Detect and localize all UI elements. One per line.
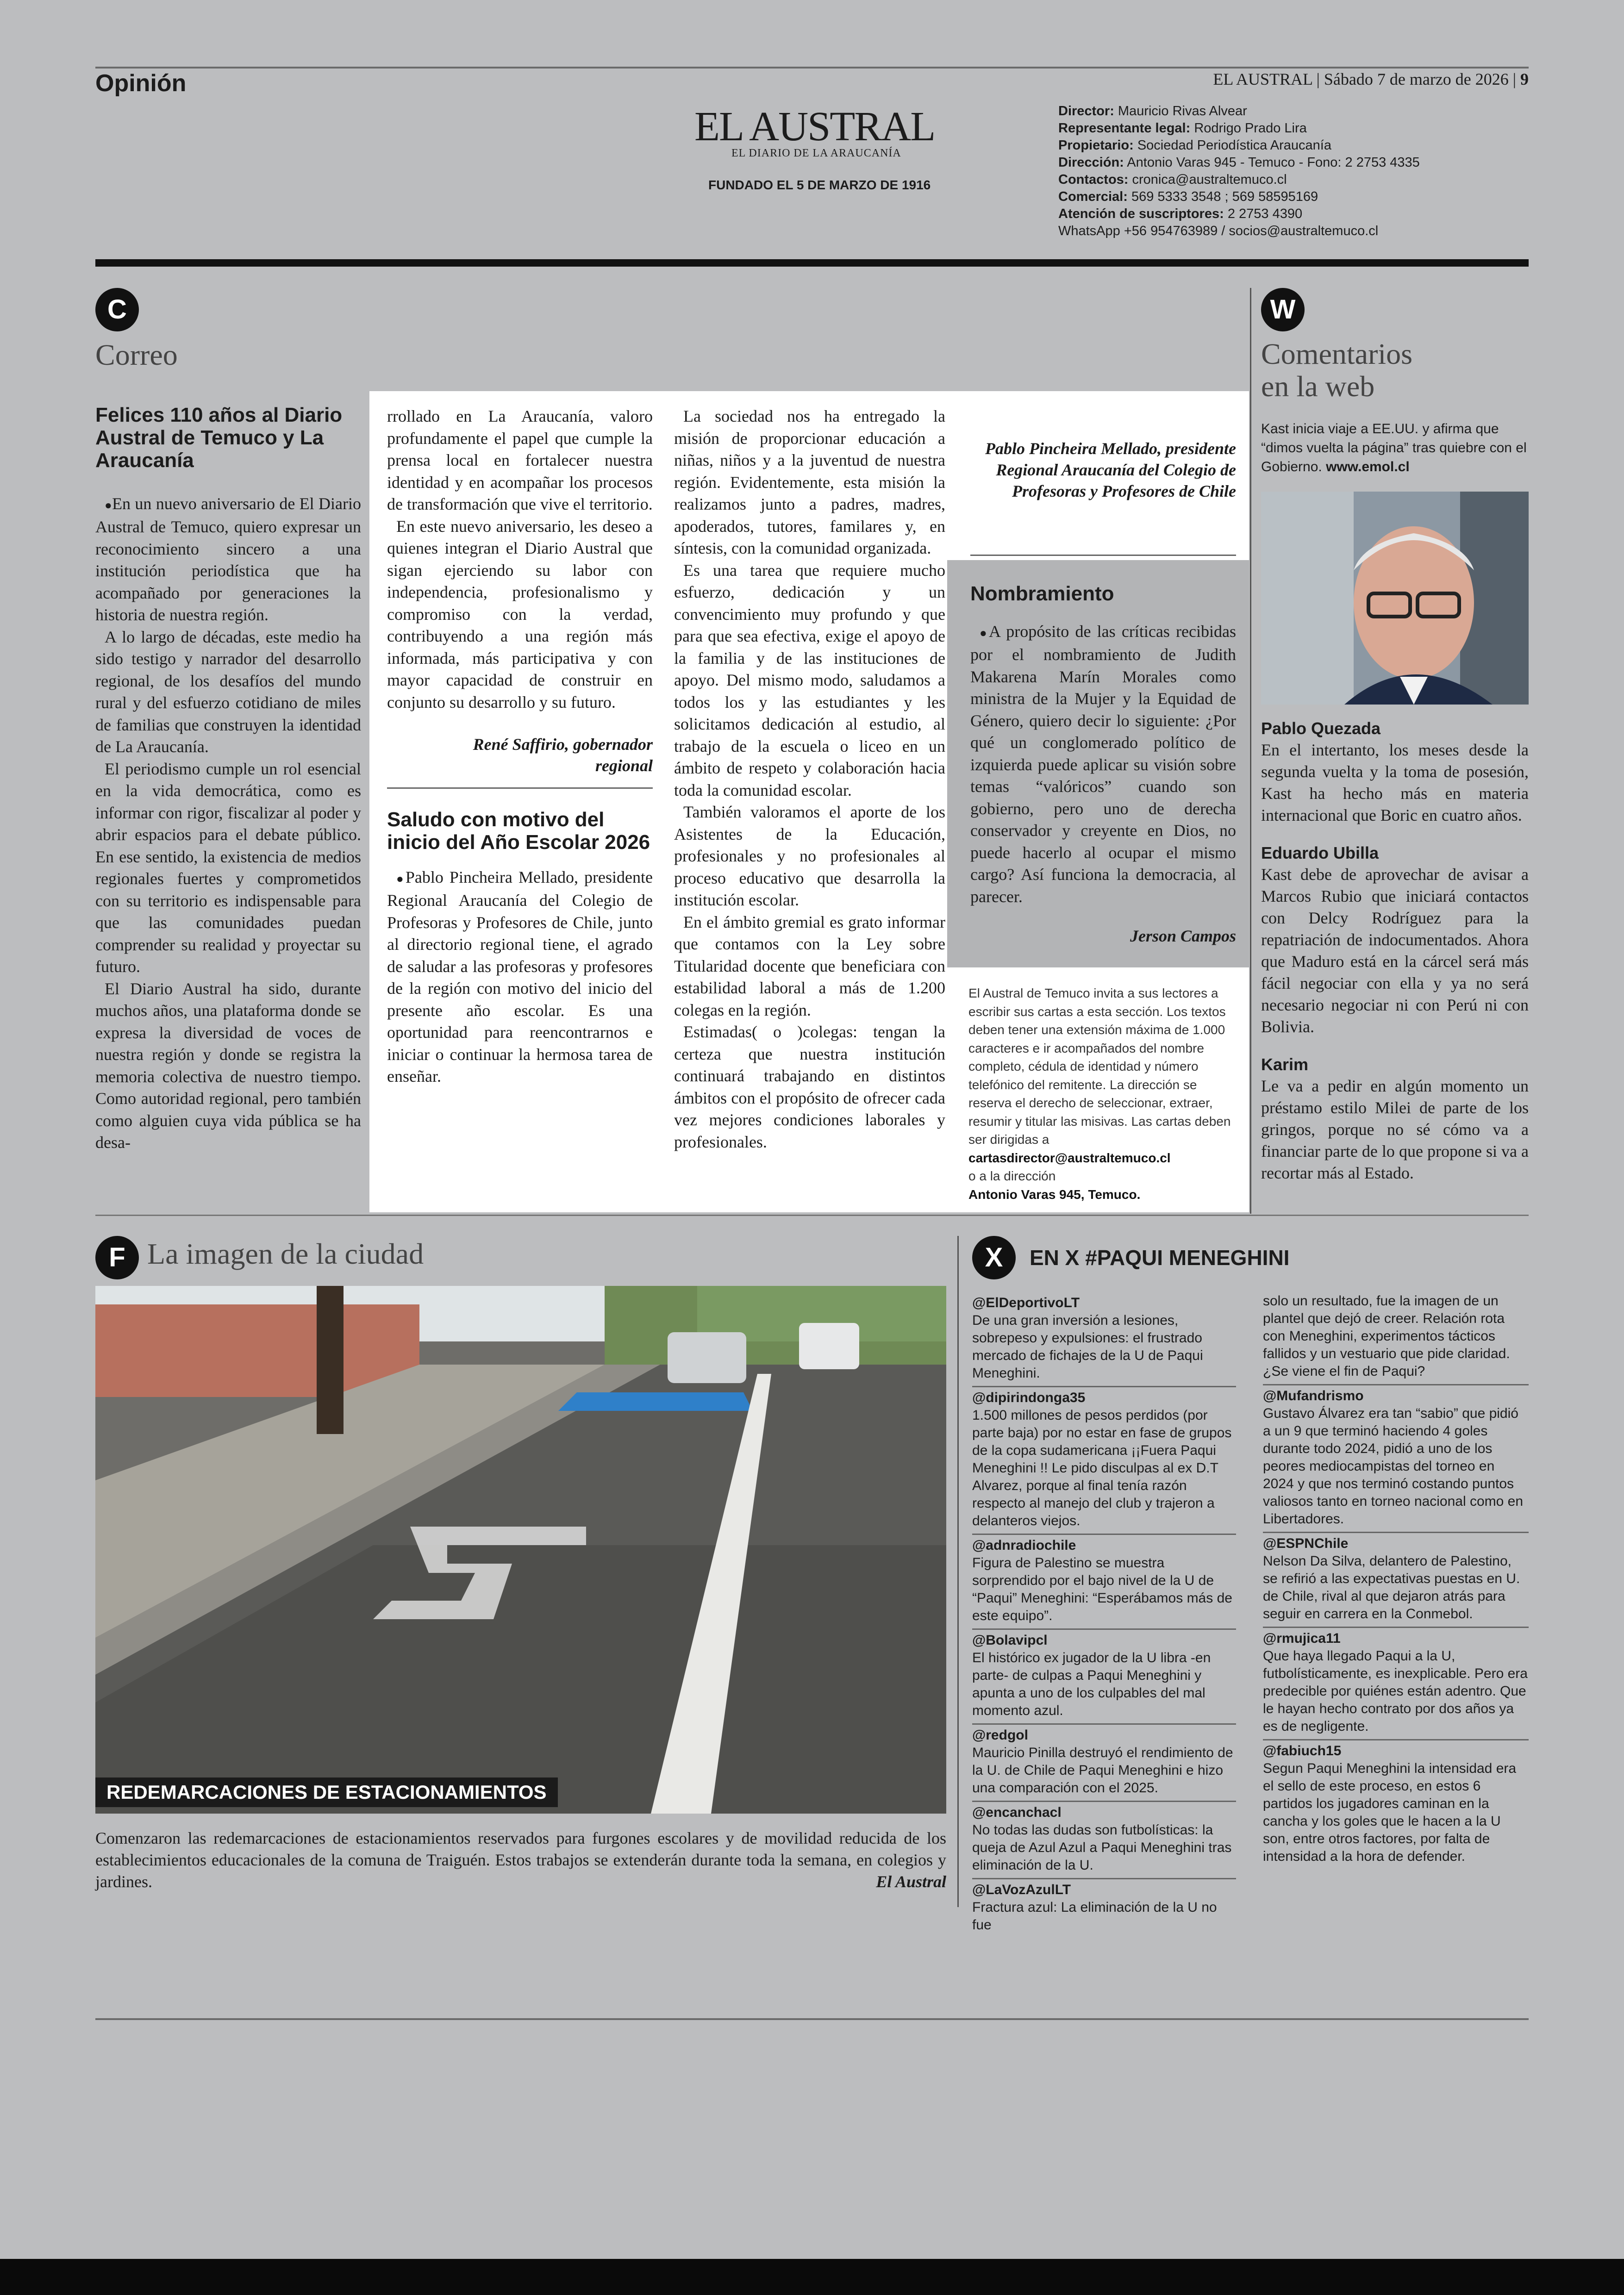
letter-2-p3: Es una tarea que requiere mucho esfuerzo, dedicación y un convencimiento muy profundo y que para que sea efectiva, exige el apoyo de la familia y de las instituciones de apoyo. Del mismo modo, saludamos a todos los y las estudiantes y les solicitamos dedicación al estudio, al trabajo de la escuela o liceo en un ámbito de respeto y colaboración hacia toda la comunidad escolar.	[674, 561, 945, 799]
logo-subtitle: EL DIARIO DE LA ARAUCANÍA	[731, 147, 901, 159]
post-text: 1.500 millones de pesos perdidos (por parte baja) por no estar en fase de grupos de la copa sudamericana ¡¡Fuera Paqui Meneghini !! Le pido disculpas al ex D.T Alvarez, porque al final tenía razón respecto al manejo del club y trajeron a delanteros viejos.	[972, 1408, 1232, 1528]
credit-line: Propietario: Sociedad Periodística Araucanía	[1058, 138, 1331, 153]
page-meta: EL AUSTRAL | Sábado 7 de marzo de 2026 | 9	[1213, 70, 1529, 88]
imagen-title: La imagen de la ciudad	[147, 1237, 424, 1270]
letter-col-d	[970, 405, 1236, 502]
comment-text: Kast debe de aprovechar de avisar a Marcos Rubio que iniciará contactos con Delcy Rodríguez para la repatriación de indocumentados. Ahora que Maduro está en la cárcel será más fácil negociar con ella y ya no será necesario negociar ni con Perú ni con Bolivia.	[1261, 865, 1529, 1036]
credit-line: Comercial: 569 5333 3548 ; 569 58595169	[1058, 189, 1318, 204]
section-divider	[95, 1215, 1529, 1216]
post-text: Figura de Palestino se muestra sorprendido por el bajo nivel de la U de “Paqui” Meneghini: “Esperábamos más de este equipo”.	[972, 1555, 1232, 1623]
letter-2-p1: Pablo Pincheira Mellado, presidente Regional Araucanía del Colegio de Profesoras y Profesores de Chile, junto al directorio regional tiene, el agrado de saludar a las profesoras y profesores de la región con motivo del inicio del presente año escolar. Es una oportunidad para reencontrarnos e iniciar o continuar la hermosa tarea de enseñar.	[387, 868, 653, 1086]
post-text: No todas las dudas son futbolísticas: la queja de Azul Azul a Paqui Meneghini tras eliminación de la U.	[972, 1822, 1232, 1873]
portrait-illustration	[1261, 492, 1529, 705]
portrait-photo	[1261, 492, 1529, 705]
credit-line: Contactos: cronica@australtemuco.cl	[1058, 172, 1287, 187]
letters-notice	[968, 984, 1237, 1204]
letter-1-p5: rrollado en La Araucanía, valoro profundamente el papel que cumple la prensa local en fortalecer nuestra identidad y en acompañar los procesos de transformación que vive el territorio.	[387, 407, 653, 513]
date-label: Sábado 7 de marzo de 2026	[1324, 70, 1509, 88]
credit-line: WhatsApp +56 954763989 / socios@australtemuco.cl	[1058, 224, 1379, 238]
letter-3-signature: Jerson Campos	[1130, 927, 1236, 946]
post-handle[interactable]: @ESPNChile	[1263, 1536, 1349, 1551]
post	[972, 1628, 1236, 1720]
letter-2-p6: Estimadas( o )colegas: tengan la certeza que nuestra institución continuará trabajando en distintos ámbitos con el propósito de ofrecer cada vez mejores condiciones laborales y profesionales.	[674, 1023, 945, 1151]
post-continuation: solo un resultado, fue la imagen de un plantel que dejó de creer. Relación rota con Meneghini, experimentos tácticos fallidos y un vestuario que pide claridad. ¿Se viene el fin de Paqui?	[1263, 1293, 1510, 1379]
letter-1-p4: El Diario Austral ha sido, durante muchos años, una plataforma donde se expresa la diversidad de voces de nuestra región y donde se registra la memoria colectiva de nuestro tiempo. Como autoridad regional, pero también como alguien cuya vida pública se ha desa-	[95, 979, 361, 1152]
x-badge: X	[972, 1236, 1016, 1279]
post-handle[interactable]: @ElDeportivoLT	[972, 1295, 1080, 1310]
post-text: Fractura azul: La eliminación de la U no fue	[972, 1900, 1217, 1933]
commenter-name: Eduardo Ubilla	[1261, 843, 1379, 862]
letter-3-p1: A propósito de las críticas recibidas por el nombramiento de Judith Makarena Marín Morales como ministra de la Mujer y la Equidad de Género, quiero decir lo siguiente: ¿Por qué un conglomerado político de izquierda puede aplicar su visión sobre temas “valóricos” cuando son gobierno, pero uno de derecha conservador y creyente en Dios, no puede hacerlo al ocupar el mismo cargo? Así funciona la democracia, al parecer.	[970, 622, 1236, 906]
column-divider	[957, 1236, 959, 1907]
x-title: EN X #PAQUI MENEGHINI	[1030, 1246, 1290, 1270]
letter-1-col-a	[95, 404, 361, 1154]
post	[972, 1386, 1236, 1530]
letter-1-headline: Felices 110 años al Diario Austral de Temuco y La Araucanía	[95, 404, 343, 472]
letter-col-b	[387, 405, 653, 1088]
photo-label: REDEMARCACIONES DE ESTACIONAMIENTOS	[95, 1777, 558, 1807]
web-comment	[1261, 717, 1529, 826]
bottom-rule	[95, 2018, 1529, 2020]
divider	[970, 555, 1236, 556]
correo-badge: C	[95, 288, 139, 331]
web-intro: Kast inicia viaje a EE.UU. y afirma que “dimos vuelta la página” tras quiebre con el Gobierno. www.emol.cl	[1261, 421, 1527, 474]
post	[1263, 1739, 1529, 1865]
post-handle[interactable]: @dipirindonga35	[972, 1390, 1086, 1405]
street-photo	[95, 1286, 946, 1814]
post-text: Gustavo Álvarez era tan “sabio” que pidió a un 9 que terminó haciendo 4 goles durante todo 2024, pidió a uno de los peores mediocampistas del torneo en 2024 y que nos terminó costando puntos valiosos tanto en torneo nacional como en Libertadores.	[1263, 1406, 1524, 1527]
letter-2-headline: Saludo con motivo del inicio del Año Escolar 2026	[387, 808, 650, 854]
letter-1-p3: El periodismo cumple un rol esencial en la vida democrática, como es informar con rigor, fiscalizar al poder y abrir espacios para el debate público. En ese sentido, la existencia de medios regionales fuertes y comprometidos con su territorio es indispensable para que las comunidades puedan comprender su realidad y proyectar su futuro.	[95, 759, 361, 976]
logo: EL AUSTRAL	[694, 104, 935, 150]
letter-3	[970, 582, 1236, 947]
web-badge: W	[1261, 288, 1305, 331]
post-text: Mauricio Pinilla destruyó el rendimiento de la U. de Chile de Paqui Meneghini e hizo una comparación con el 2025.	[972, 1745, 1233, 1796]
header-divider	[95, 259, 1529, 267]
post-handle[interactable]: @encanchacl	[972, 1805, 1062, 1820]
post	[972, 1878, 1236, 1934]
credit-line: Atención de suscriptores: 2 2753 4390	[1058, 206, 1303, 221]
post	[1263, 1627, 1529, 1735]
photo-credit: El Austral	[876, 1872, 946, 1891]
post-handle[interactable]: @fabiuch15	[1263, 1743, 1342, 1759]
post-text: De una gran inversión a lesiones, sobrepeso y expulsiones: el frustrado mercado de fichajes de la U de Paqui Meneghini.	[972, 1313, 1203, 1381]
post-handle[interactable]: @Mufandrismo	[1263, 1388, 1364, 1403]
commenter-name: Pablo Quezada	[1261, 719, 1381, 738]
post-text: Segun Paqui Meneghini la intensidad era el sello de este proceso, en estos 6 partidos los jugadores caminan en la cancha y los goles que le hacen a la U son, entre otros factores, por falta de intensidad a la hora de defender.	[1263, 1761, 1517, 1864]
section-name: Opinión	[95, 70, 187, 97]
post-text: El histórico ex jugador de la U libra -en parte- de culpas a Paqui Meneghini y apunta a uno de los culpables del mal momento azul.	[972, 1650, 1211, 1718]
web-comment	[1261, 1054, 1529, 1184]
photo-caption: Comenzaron las redemarcaciones de estacionamientos reservados para furgones escolares y de movilidad reducida de los establecimientos educacionales de la comuna de Traiguén. Estos trabajos se extenderán durante toda la semana, en colegios y jardines. El Austral	[95, 1827, 946, 1893]
commenter-name: Karim	[1261, 1055, 1309, 1074]
letter-1-signature: René Saffirio, gobernador regional	[473, 735, 653, 775]
imagen-badge: F	[95, 1236, 139, 1279]
post	[972, 1292, 1236, 1382]
post-handle[interactable]: @adnradiochile	[972, 1538, 1076, 1553]
letter-1-p1: En un nuevo aniversario de El Diario Austral de Temuco, quiero expresar un reconocimiento sincero a una institución periodística que ha acompañado por generaciones la historia de nuestra región.	[95, 494, 361, 624]
web-intro-source[interactable]: www.emol.cl	[1326, 459, 1410, 474]
web-title: Comentarios en la web	[1261, 337, 1413, 403]
top-rule	[95, 67, 1529, 69]
notice-or: o a la dirección	[968, 1169, 1056, 1183]
post	[1263, 1532, 1529, 1623]
post-handle[interactable]: @rmujica11	[1263, 1631, 1341, 1646]
paper-name: EL AUSTRAL	[1213, 70, 1312, 88]
staff-credits	[1058, 103, 1521, 240]
post	[972, 1723, 1236, 1797]
letter-2-col-c	[674, 405, 945, 1153]
comment-text: Le va a pedir en algún momento un préstamo estilo Milei de parte de los gringos, porque no sé cómo va a financiar parte de lo que propone si va a recortar más al Estado.	[1261, 1077, 1529, 1182]
post-handle[interactable]: @LaVozAzulLT	[972, 1882, 1071, 1897]
founded-line: FUNDADO EL 5 DE MARZO DE 1916	[708, 178, 931, 192]
divider	[387, 787, 653, 789]
letter-2-p5: En el ámbito gremial es grato informar que contamos con la Ley sobre Titularidad docente que beneficiara con estabilidad laboral a más de 1.200 colegas en la región.	[674, 912, 945, 1019]
street-illustration	[95, 1286, 946, 1814]
letter-1-p6: En este nuevo aniversario, les deseo a quienes integran el Diario Austral que sigan ejerciendo su labor con independencia, profesionalismo y compromiso con la verdad, contribuyendo a una región más informada, más participativa y con mayor capacidad de construir en conjunto su desarrollo y su futuro.	[387, 517, 653, 711]
credit-line: Director: Mauricio Rivas Alvear	[1058, 104, 1247, 118]
credit-line: Representante legal: Rodrigo Prado Lira	[1058, 121, 1307, 136]
post	[972, 1801, 1236, 1874]
notice-address: Antonio Varas 945, Temuco.	[968, 1187, 1141, 1202]
page-number: 9	[1520, 70, 1529, 88]
credit-line: Dirección: Antonio Varas 945 - Temuco - Fono: 2 2753 4335	[1058, 155, 1420, 170]
post-text: Que haya llegado Paqui a la U, futbolísticamente, es inexplicable. Pero era predecible por quiénes están adentro. Que le hayan hecho contrato por dos años ya es de negligente.	[1263, 1648, 1528, 1734]
viewer-bottom-bar	[0, 2259, 1624, 2295]
column-divider	[1250, 288, 1251, 1214]
web-comment	[1261, 842, 1529, 1038]
comment-text: En el intertanto, los meses desde la segunda vuelta y la toma de posesión, Kast ha hecho más en materia internacional que Boric en cuatro años.	[1261, 741, 1529, 824]
letter-1-p2: A lo largo de décadas, este medio ha sido testigo y narrador del desarrollo regional, de los desafíos del mundo rural y del esfuerzo cotidiano de miles de familias que construyen la identidad de La Araucanía.	[95, 627, 361, 756]
correo-title: Correo	[95, 338, 178, 371]
web-comments	[1261, 717, 1529, 1184]
letter-2-p4: También valoramos el aporte de los Asistentes de la Educación, profesionales y no profesionales al proceso educativo que desarrolla la institución escolar.	[674, 803, 945, 909]
letter-2-signature: Pablo Pincheira Mellado, presidente Regional Araucanía del Colegio de Profesoras y Profesores de Chile	[985, 439, 1236, 500]
x-feed-col-1	[972, 1292, 1236, 1938]
notice-text: El Austral de Temuco invita a sus lectores a escribir sus cartas a esta sección. Los textos deben tener una extensión máxima de 1.000 caracteres e ir acompañados del nombre completo, cédula de identidad y número telefónico del remitente. La dirección se reserva el derecho de seleccionar, extraer, resumir y titular las misivas. Las cartas deben ser dirigidas a	[968, 986, 1231, 1147]
notice-email[interactable]: cartasdirector@australtemuco.cl	[968, 1150, 1171, 1165]
post-handle[interactable]: @redgol	[972, 1727, 1028, 1743]
post	[1263, 1384, 1529, 1528]
post-text: Nelson Da Silva, delantero de Palestino, se refirió a las expectativas puestas en U. de Chile, rival al que dejaron atrás para seguir en carrera en la Conmebol.	[1263, 1553, 1520, 1621]
x-feed-col-2	[1263, 1292, 1529, 1869]
letter-2-p2: La sociedad nos ha entregado la misión de proporcionar educación a niñas, niños y a la juventud de nuestra región. Evidentemente, esta misión la realizamos junto a padres, madres, apoderados, tutores, familares y, en síntesis, con la comunidad organizada.	[674, 407, 945, 557]
post-handle[interactable]: @Bolavipcl	[972, 1633, 1048, 1648]
post	[972, 1534, 1236, 1625]
letter-3-headline: Nombramiento	[970, 582, 1114, 605]
